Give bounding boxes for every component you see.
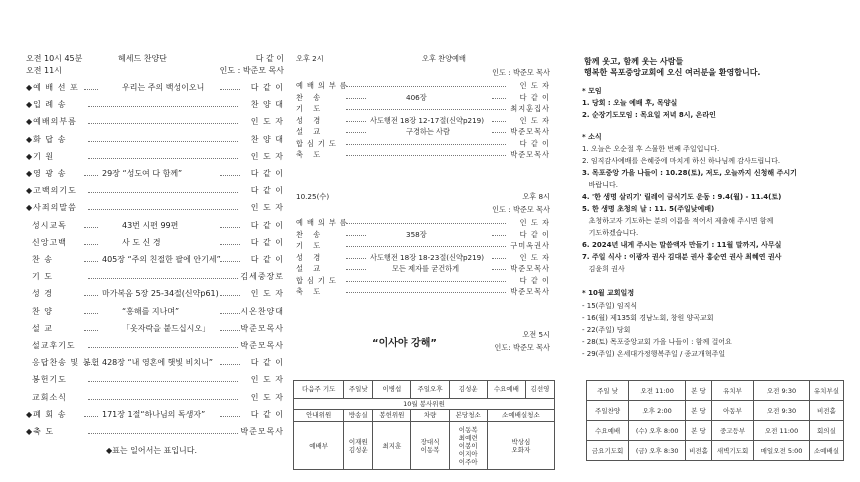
dot-leader (88, 399, 238, 400)
prelude-title: 헤세드 찬양단 (118, 54, 167, 63)
order-leader: 다 같 이 (519, 275, 550, 285)
order-leader: 인 도 자 (250, 151, 284, 161)
order-leader: 인 도 자 (519, 252, 550, 262)
order-item: 「옷자락을 붙드십시오」 (122, 323, 211, 333)
welcome-line-2: 행복한 목포중앙교회에 오신 여러분을 환영합니다. (584, 68, 761, 77)
dot-leader (88, 141, 238, 142)
order-item: 406장 (406, 92, 427, 102)
dot-leader (84, 89, 98, 90)
order-label: 기 도 (296, 241, 325, 250)
dot-leader (346, 269, 366, 270)
order-label: 성 경 (32, 289, 53, 299)
order-leader: 인 도 자 (250, 203, 284, 213)
order-item: 구경하는 사람 (406, 127, 450, 136)
order-row (26, 408, 284, 422)
service-cell: 오후 2:00 (629, 401, 686, 421)
order-row (26, 253, 284, 267)
order-label: 응답찬송 및 봉헌 (32, 358, 101, 368)
s1-title: 오후 찬양예배 (422, 54, 466, 63)
order-leader: 박준모목사 (510, 287, 550, 296)
order-label: 기 도 (296, 104, 325, 113)
dot-leader (84, 227, 98, 228)
dot-leader (220, 227, 240, 228)
service-cell: 수요예배 (587, 421, 629, 441)
order-label: 신앙고백 (32, 237, 67, 247)
name-cell: 예배부 (294, 422, 344, 470)
order-leader: 다 같 이 (250, 237, 284, 247)
list-line: 1. 오늘은 오순절 후 스물한 번째 주일입니다. (582, 145, 720, 153)
service-cell: 오전 9:30 (754, 401, 810, 421)
service-cell: 금요기도회 (587, 441, 629, 461)
order-label: 예배의부름 (296, 218, 351, 227)
order-leader: 다 같 이 (519, 138, 550, 148)
service-cell: 소예배실 (809, 441, 843, 461)
service-header-row (26, 64, 284, 78)
service-row (587, 401, 844, 421)
service-cell: 주일찬양 (587, 401, 629, 421)
order-row (26, 98, 284, 112)
list-line: 바랍니다. (582, 181, 618, 189)
list-line: 기도하겠습니다. (582, 229, 639, 237)
order-row (26, 373, 284, 387)
order-item: 29장 “성도여 다 함께” (102, 169, 183, 178)
order-leader: 다 같 이 (250, 409, 284, 419)
order-label: ◆예 배 선 포 (26, 83, 79, 92)
s3-time: 오전 5시 (522, 330, 550, 339)
order-leader: 찬 양 대 (250, 100, 284, 110)
order-label: ◆축 도 (26, 427, 55, 436)
order-row (26, 391, 284, 405)
service-cell: 본 당 (686, 401, 712, 421)
service-cell: 주일 낮 (587, 381, 629, 401)
order-row (26, 425, 284, 439)
order-leader: 최지훈집사 (510, 104, 550, 113)
order-item: 171장 1절“하나님의 독생자” (102, 409, 206, 419)
news-heading: * 소식 (582, 133, 602, 141)
order-row (26, 81, 284, 95)
dot-leader (88, 192, 238, 193)
dot-leader (492, 132, 506, 133)
dot-leader (346, 281, 506, 282)
order-item: 마가복음 5장 25-34절(신약p61) (102, 289, 219, 299)
dot-leader (346, 235, 366, 236)
dot-leader (346, 246, 506, 247)
welcome-line-1: 함께 웃고, 함께 웃는 사람들 (584, 57, 684, 66)
dot-leader (84, 244, 98, 245)
order-row (296, 149, 550, 160)
dot-leader (492, 269, 506, 270)
service-cell: 오전 11:00 (754, 421, 810, 441)
dot-leader (220, 261, 240, 262)
list-line: - 22(주일) 당회 (582, 326, 631, 334)
service-cell: 회의실 (809, 421, 843, 441)
order-row (26, 287, 284, 301)
role-cell: 차량 (411, 410, 449, 422)
order-label: 축 도 (296, 287, 325, 296)
list-line: 3. 목포중앙 가을 나들이 : 10.28(토), 저도, 오늘까지 신청해 주시기 (582, 169, 797, 177)
service-cell: 오전 9:30 (754, 381, 810, 401)
role-cell: 봉헌위원 (373, 410, 411, 422)
cell: 다음주 기도 (294, 381, 344, 399)
role-cell: 소예배실청소 (487, 410, 554, 422)
order-row (296, 229, 550, 240)
order-leader: 다 같 이 (250, 186, 284, 196)
order-label: 찬 송 (296, 92, 325, 102)
service-cell: (수) 오후 8:00 (629, 421, 686, 441)
order-item: 405장 “주의 친절한 팔에 안기세” (102, 255, 221, 264)
order-row (296, 126, 550, 137)
order-label: 합심기도 (296, 138, 340, 148)
dot-leader (492, 258, 506, 259)
dot-leader (346, 132, 366, 133)
list-line: - 16(월) 제135회 경남노회, 창원 양곡교회 (582, 314, 714, 322)
s2-date: 10.25(수) (296, 192, 330, 201)
order-leader: 인 도 자 (519, 115, 550, 125)
order-row (26, 201, 284, 215)
dot-leader (88, 158, 238, 159)
dot-leader (88, 278, 238, 279)
dot-leader (84, 416, 98, 417)
prayer-row (294, 381, 555, 399)
cell: 김선영 (525, 381, 554, 399)
order-leader: 인 도 자 (519, 218, 550, 227)
service-time-table (586, 380, 844, 461)
order-label: ◆폐 회 송 (26, 409, 67, 419)
order-leader: 인 도 자 (250, 117, 284, 127)
order-row (26, 339, 284, 353)
dot-leader (220, 364, 240, 365)
dot-leader (84, 261, 98, 262)
order-item: 358장 (406, 229, 427, 239)
service-cell: 유치부실 (809, 381, 843, 401)
dot-leader (84, 364, 98, 365)
order-leader: 인 도 자 (250, 375, 284, 385)
dot-leader (492, 121, 506, 122)
name-cell: 최지훈 (373, 422, 411, 470)
service-cell: 본 당 (686, 421, 712, 441)
cell: 이병섭 (373, 381, 411, 399)
dot-leader (346, 258, 366, 259)
list-line: 5. 한 생명 초청의 날 : 11. 5(주일낮예배) (582, 205, 715, 213)
order-row (296, 252, 550, 263)
order-leader: 다 같 이 (519, 229, 550, 239)
title-row (294, 399, 555, 410)
service-cell: 비전홀 (809, 401, 843, 421)
order-label: ◆영 광 송 (26, 169, 67, 178)
order-label: 교회소식 (32, 392, 67, 402)
dot-leader (88, 433, 238, 434)
order-label: 찬 송 (32, 255, 53, 264)
order-label: 성시교독 (32, 220, 67, 230)
order-label: 설 교 (296, 264, 325, 273)
volunteer-title: 10월 봉사위원 (294, 399, 555, 410)
dot-leader (346, 155, 506, 156)
list-line: - 29(주일) 온세대가정행복주일 / 종교개혁주일 (582, 350, 726, 358)
order-label: ◆화 답 송 (26, 134, 67, 144)
order-label: 성 경 (296, 252, 325, 262)
order-row (26, 133, 284, 147)
order-leader: 다 같 이 (250, 83, 284, 92)
dot-leader (346, 144, 506, 145)
announcements (582, 56, 842, 376)
dot-leader (220, 313, 240, 314)
name-cell: 장대식 이동복 (411, 422, 449, 470)
service-cell: 유치부 (711, 381, 753, 401)
service-cell: 새벽기도회 (711, 441, 753, 461)
service-cell: 매일오전 5:00 (754, 441, 810, 461)
name-cell: 이동복 최예련 이봉이 이지아 이주아 (449, 422, 487, 470)
service-cell: 오전 11:00 (629, 381, 686, 401)
order-label: ◆입 례 송 (26, 100, 67, 110)
service-cell: (금) 오후 8:30 (629, 441, 686, 461)
order-label: 합심기도 (296, 275, 340, 285)
afternoon-worship (296, 52, 550, 352)
dot-leader (346, 121, 366, 122)
s1-time: 오후 2시 (296, 54, 324, 63)
dot-leader (492, 98, 506, 99)
order-row (296, 115, 550, 126)
dot-leader (220, 330, 240, 331)
meetings-heading: * 모임 (582, 87, 602, 95)
morning-worship-order (26, 52, 284, 472)
order-label: ◆사죄의말씀 (26, 203, 77, 213)
service-row (587, 421, 844, 441)
order-label: 성 경 (296, 115, 325, 125)
s3-title: “이사야 강해” (372, 338, 437, 349)
list-line: - 15(주일) 임직식 (582, 302, 638, 310)
service-leader: 인도 : 박준모 목사 (219, 66, 284, 75)
cell: 주일오후 (411, 381, 449, 399)
dot-leader (220, 175, 240, 176)
list-line: 초청하고자 기도하는 분의 이름을 적어서 제출해 주시면 함께 (582, 217, 774, 225)
dot-leader (84, 313, 98, 314)
dot-leader (346, 86, 506, 87)
role-cell: 본당청소 (449, 410, 487, 422)
order-item: “홍해를 지나며” (122, 306, 180, 316)
service-cell: 비전홀 (686, 441, 712, 461)
order-row (26, 356, 284, 370)
order-leader: 다 같 이 (519, 92, 550, 102)
schedule-heading: * 10월 교회일정 (582, 289, 635, 297)
order-label: 찬 양 (32, 306, 53, 316)
dot-leader (84, 330, 98, 331)
order-row (296, 240, 550, 251)
order-leader: 다 같 이 (250, 358, 284, 368)
order-row (26, 115, 284, 129)
order-row (26, 150, 284, 164)
order-label: ◆고백의기도 (26, 186, 77, 196)
order-label: ◆기 원 (26, 151, 55, 161)
order-label: 설교후기도 (32, 341, 76, 350)
order-row (296, 286, 550, 297)
service-cell: 본 당 (686, 381, 712, 401)
list-line: 1. 당회 : 오늘 예배 후, 목양실 (582, 99, 678, 107)
cell: 김성운 (449, 381, 487, 399)
name-cell: 박상심 오화자 (487, 422, 554, 470)
order-leader: 인 도 자 (519, 81, 550, 90)
name-cell: 이재원 김성운 (344, 422, 373, 470)
order-item: 사도행전 18장 12-17절(신약p219) (370, 115, 485, 125)
dot-leader (346, 292, 506, 293)
order-leader: 찬 양 대 (250, 134, 284, 144)
dot-leader (88, 347, 238, 348)
order-leader: 다 같 이 (250, 255, 284, 264)
order-row (26, 219, 284, 233)
order-item: 사도행전 18장 18-23절(신약p219) (370, 252, 485, 262)
dot-leader (220, 89, 240, 90)
order-leader: 박준모목사 (510, 127, 550, 136)
order-row (26, 270, 284, 284)
order-leader: 인 도 자 (250, 392, 284, 402)
s3-leader: 인도: 박준모 목사 (494, 343, 550, 352)
order-item: 사 도 신 경 (122, 237, 161, 247)
dot-leader (346, 98, 366, 99)
s2-time: 오후 8시 (522, 192, 550, 201)
order-label: 봉헌기도 (32, 375, 67, 385)
order-leader: 박준모목사 (510, 264, 550, 273)
cell: 수요예배 (487, 381, 525, 399)
list-line: 6. 2024년 내게 주시는 말씀액자 만들기 : 11월 말까지, 사무실 (582, 241, 782, 249)
prelude-who: 다 같 이 (255, 54, 284, 63)
order-row (296, 103, 550, 114)
standing-note: ◆표는 일어서는 표입니다. (106, 446, 198, 455)
order-row (26, 322, 284, 336)
list-line: 4. '한 생명 살리기' 릴레이 금식기도 운동 : 9.4(월) - 11.4(토) (582, 193, 782, 201)
dot-leader (84, 295, 98, 296)
role-cell: 방송실 (344, 410, 373, 422)
order-row (296, 275, 550, 286)
order-row (296, 138, 550, 149)
order-item: 모든 제자를 굳건하게 (392, 264, 460, 273)
names-row (294, 422, 555, 470)
order-label: 설 교 (32, 323, 53, 333)
dot-leader (220, 244, 240, 245)
order-leader: 김세중장로 (240, 272, 284, 282)
order-row (26, 236, 284, 250)
service-row (587, 381, 844, 401)
order-leader: 구미옥권사 (510, 241, 550, 250)
list-line: 7. 주일 식사 : 이광자 권사 김대분 권사 홍순연 권사 최혜연 권사 (582, 253, 782, 261)
order-item: 428장 “내 영혼에 햇빛 비치니” (102, 358, 214, 368)
list-line: 김윤희 권사 (582, 265, 625, 273)
dot-leader (88, 209, 238, 210)
cell: 주일낮 (344, 381, 373, 399)
volunteer-table (293, 380, 555, 470)
order-leader: 다 같 이 (250, 220, 284, 230)
order-row (296, 217, 550, 228)
list-line: - 28(토) 목포중앙교회 가을 나들이 : 함께 걸어요 (582, 338, 732, 346)
order-row (296, 92, 550, 103)
list-line: 2. 순장기도모임 : 목요일 저녁 8시, 온라인 (582, 111, 716, 119)
order-row (296, 263, 550, 274)
order-label: 설 교 (296, 127, 325, 136)
role-cell: 안내위원 (294, 410, 344, 422)
order-item: 우리는 주의 백성이오니 (122, 83, 205, 92)
order-leader: 박준모목사 (240, 323, 284, 333)
dot-leader (88, 381, 238, 382)
service-row (587, 441, 844, 461)
order-label: 기 도 (32, 272, 53, 282)
order-leader: 박준모목사 (240, 341, 284, 350)
roles-row (294, 410, 555, 422)
order-leader: 박준모목사 (240, 427, 284, 436)
order-leader: 인 도 자 (250, 289, 284, 299)
order-leader: 시온찬양대 (240, 306, 284, 316)
order-row (26, 167, 284, 181)
order-label: 찬 송 (296, 229, 325, 239)
dot-leader (88, 106, 238, 107)
order-label: 예배의부름 (296, 81, 351, 90)
order-item: 43번 시편 99편 (122, 220, 179, 230)
prelude-time: 오전 10시 45분 (26, 54, 83, 63)
order-row (296, 80, 550, 91)
dot-leader (220, 416, 240, 417)
order-label: ◆예배의부름 (26, 117, 77, 127)
order-row (26, 184, 284, 198)
dot-leader (346, 109, 506, 110)
dot-leader (346, 223, 506, 224)
service-time: 오전 11시 (26, 66, 62, 75)
dot-leader (84, 175, 98, 176)
order-leader: 다 같 이 (250, 169, 284, 178)
s1-leader: 인도 : 박준모 목사 (492, 68, 550, 77)
order-row (26, 305, 284, 319)
service-cell: 중고등부 (711, 421, 753, 441)
service-cell: 아동부 (711, 401, 753, 421)
order-leader: 박준모목사 (510, 150, 550, 159)
order-label: 축 도 (296, 150, 325, 159)
dot-leader (220, 295, 240, 296)
s2-leader: 인도 : 박준모 목사 (492, 205, 550, 214)
list-line: 2. 임직감사예배를 은혜중에 마치게 하신 하나님께 감사드립니다. (582, 157, 781, 165)
dot-leader (88, 123, 238, 124)
dot-leader (492, 235, 506, 236)
